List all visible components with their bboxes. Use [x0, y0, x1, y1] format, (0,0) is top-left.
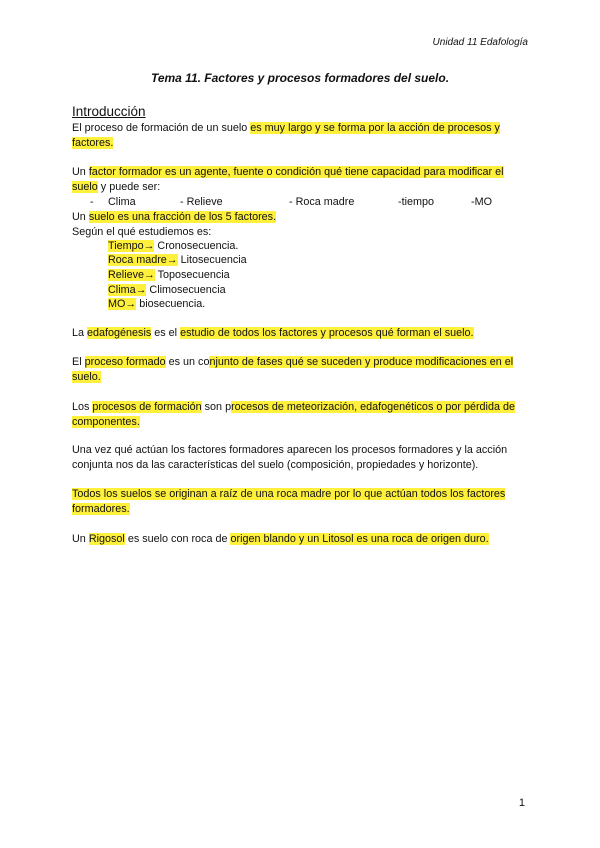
sequence-result: Cronosecuencia.	[154, 240, 239, 252]
factor-item: - Relieve	[180, 196, 223, 208]
p7-highlight: procesos de formación	[92, 401, 202, 413]
document-title: Tema 11. Factores y procesos formadores del suelo.	[150, 71, 450, 85]
factor-list	[72, 195, 532, 210]
p10-text: Un	[72, 533, 89, 545]
p2-highlight: factor formador es un agente, fuente o condición qué tiene capacidad para modificar el suelo	[72, 166, 504, 193]
factor-item: -MO	[471, 196, 492, 208]
p10-highlight-2: origen blando y un Litosol es una roca de origen duro.	[230, 533, 489, 545]
paragraph-6	[72, 355, 532, 385]
p5-highlight: edafogénesis	[87, 327, 152, 339]
p6-text-mid: es un co	[165, 356, 210, 368]
p10-text-mid: es suelo con roca de	[124, 533, 231, 545]
sequence-item	[108, 239, 238, 254]
sequence-item	[108, 253, 247, 268]
sequence-result: Toposecuencia	[154, 269, 230, 281]
p10-highlight: Rigosol	[88, 533, 125, 545]
factor-list-dash: -	[90, 196, 94, 208]
p3-highlight: suelo es una fracción de los 5 factores.	[88, 211, 277, 223]
p7-highlight-2: rocesos de meteorización, edafogenéticos o por pérdida de componentes.	[72, 401, 515, 428]
sequence-term: Tiempo→	[108, 240, 155, 252]
p2-text-end: y puede ser:	[97, 181, 161, 193]
p7-text-mid: son p	[201, 401, 232, 413]
p6-highlight-2: njunto de fases qué se suceden y produce modificaciones en el suelo.	[72, 356, 514, 383]
intro-heading: Introducción	[72, 104, 146, 119]
sequence-item	[108, 297, 205, 312]
p7-text: Los	[72, 401, 93, 413]
sequence-term: MO→	[108, 298, 137, 310]
sequence-result: biosecuencia.	[136, 298, 206, 310]
p2-text: Un	[72, 166, 89, 178]
factor-item: Clima	[108, 196, 136, 208]
sequence-result: Climosecuencia	[146, 284, 226, 296]
sequence-result: Litosecuencia	[177, 254, 247, 266]
paragraph-10	[72, 532, 532, 547]
sequence-term: Clima→	[108, 284, 147, 296]
p5-highlight-2: estudio de todos los factores y procesos qué forman el suelo.	[180, 327, 474, 339]
p5-text: La	[72, 327, 88, 339]
sequence-term: Relieve→	[108, 269, 155, 281]
paragraph-2	[72, 165, 532, 195]
paragraph-7	[72, 400, 532, 430]
sequence-item	[108, 268, 230, 283]
p1-highlight: es muy largo y se forma por la acción de procesos y factores.	[72, 122, 500, 149]
factor-item: -tiempo	[398, 196, 435, 208]
factor-item: - Roca madre	[289, 196, 355, 208]
p6-text: El	[72, 356, 85, 368]
p9-highlight: Todos los suelos se originan a raíz de una roca madre por lo que actúan todos los factores formadores.	[72, 488, 506, 515]
paragraph-5	[72, 326, 532, 341]
p6-highlight: proceso formado	[84, 356, 166, 368]
paragraph-1	[72, 121, 532, 151]
paragraph-4: Según el qué estudiemos es:	[72, 226, 212, 238]
p5-text-mid: es el	[151, 327, 181, 339]
paragraph-3	[72, 210, 532, 225]
sequence-term: Roca madre→	[108, 254, 178, 266]
sequence-item	[108, 283, 226, 298]
page-number: 1	[518, 797, 525, 809]
running-header: Unidad 11 Edafología	[432, 37, 528, 48]
p3-text: Un	[72, 211, 89, 223]
p1-text: El proceso de formación de un suelo	[72, 122, 251, 134]
paragraph-9	[72, 487, 532, 517]
paragraph-8: Una vez qué actúan los factores formadores aparecen los procesos formadores y la acción conjunta nos da las características del suelo (composición, propiedades y horizonte).	[72, 444, 508, 471]
